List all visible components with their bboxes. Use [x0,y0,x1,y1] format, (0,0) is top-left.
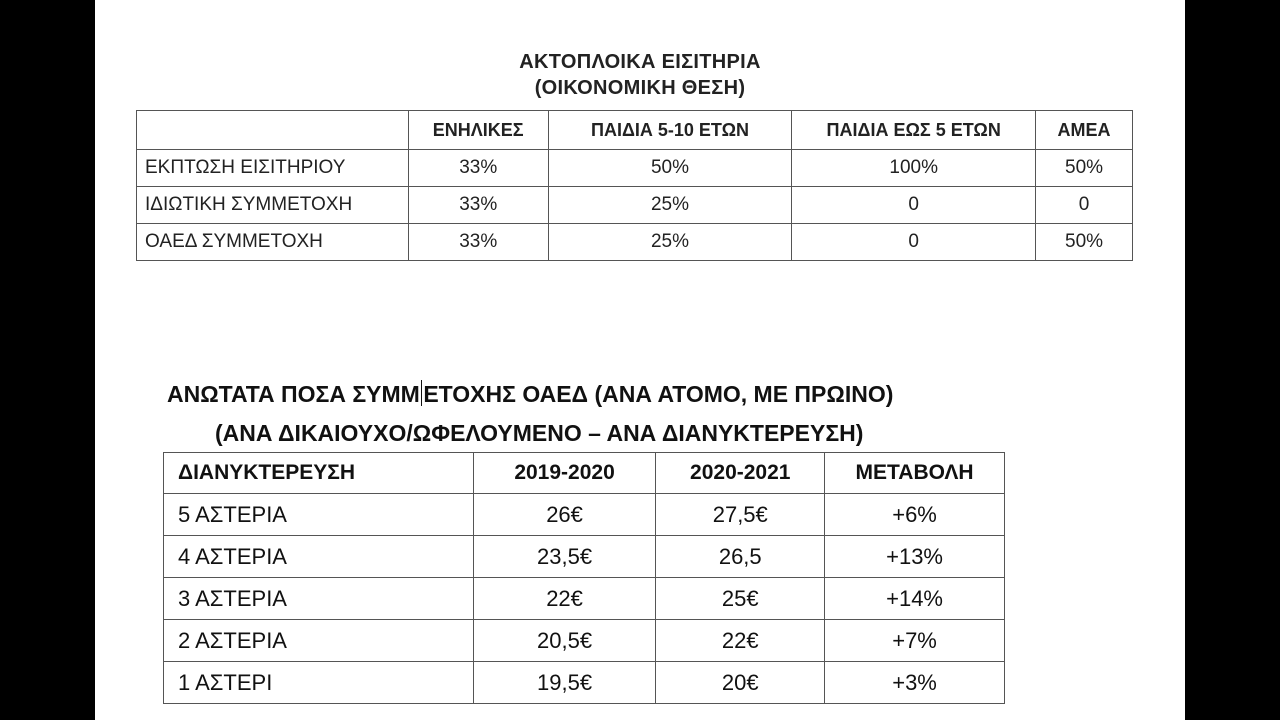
row-label: 4 ΑΣΤΕΡΙΑ [164,536,474,578]
table-cell: 100% [792,150,1036,187]
table-cell: 23,5€ [473,536,656,578]
row-label: 2 ΑΣΤΕΡΙΑ [164,620,474,662]
table-row [137,224,1133,261]
table-row [137,150,1133,187]
hotel-title-part2: ΕΤΟΧΗΣ ΟΑΕΔ (ΑΝΑ ΑΤΟΜΟ, ΜΕ ΠΡΩΙΝΟ) [423,381,894,407]
row-label: 5 ΑΣΤΕΡΙΑ [164,494,474,536]
table-cell: 25€ [656,578,825,620]
hotel-table-title-line2 [215,420,863,447]
table-cell: +6% [825,494,1005,536]
table-cell: 50% [548,150,792,187]
table-cell: +14% [825,578,1005,620]
ferry-col-header: ΠΑΙΔΙΑ ΕΩΣ 5 ΕΤΩΝ [792,111,1036,150]
hotel-rates-table [163,452,1005,704]
hotel-col-header: 2019-2020 [473,453,656,494]
row-label: 1 ΑΣΤΕΡΙ [164,662,474,704]
hotel-header-row [164,453,1005,494]
ferry-col-header: ΕΝΗΛΙΚΕΣ [408,111,548,150]
table-cell: 33% [408,187,548,224]
ferry-title-line1: ΑΚΤΟΠΛΟΙΚΑ ΕΙΣΙΤΗΡΙΑ [519,51,761,73]
table-cell: 0 [792,224,1036,261]
table-cell: 27,5€ [656,494,825,536]
table-cell: +3% [825,662,1005,704]
table-cell: 20€ [656,662,825,704]
table-row [164,494,1005,536]
hotel-col-header: ΜΕΤΑΒΟΛΗ [825,453,1005,494]
table-cell: 26,5 [656,536,825,578]
table-cell: +7% [825,620,1005,662]
table-cell: 25% [548,187,792,224]
ferry-col-header [137,111,409,150]
ferry-tickets-table [136,110,1133,261]
hotel-col-header: ΔΙΑΝΥΚΤΕΡΕΥΣΗ [164,453,474,494]
table-cell: 19,5€ [473,662,656,704]
row-label: 3 ΑΣΤΕΡΙΑ [164,578,474,620]
table-cell: 0 [1036,187,1133,224]
ferry-table-title [95,51,1185,100]
table-row [164,578,1005,620]
table-row [164,662,1005,704]
table-cell: +13% [825,536,1005,578]
table-cell: 22€ [656,620,825,662]
table-row [164,620,1005,662]
table-cell: 20,5€ [473,620,656,662]
ferry-col-header: ΠΑΙΔΙΑ 5-10 ΕΤΩΝ [548,111,792,150]
ferry-header-row [137,111,1133,150]
table-row [164,536,1005,578]
hotel-col-header: 2020-2021 [656,453,825,494]
row-label: ΕΚΠΤΩΣΗ ΕΙΣΙΤΗΡΙΟΥ [137,150,409,187]
table-cell: 26€ [473,494,656,536]
hotel-title-part1: ΑΝΩΤΑΤΑ ΠΟΣΑ ΣΥΜΜ [167,381,420,407]
table-cell: 50% [1036,150,1133,187]
document-page [95,0,1185,720]
hotel-title-line2-text: (ΑΝΑ ΔΙΚΑΙΟΥΧΟ/ΩΦΕΛΟΥΜΕΝΟ – ΑΝΑ ΔΙΑΝΥΚΤΕΡΕΥΣΗ) [215,420,864,446]
ferry-title-line2: (ΟΙΚΟΝΟΜΙΚΗ ΘΕΣΗ) [534,77,746,99]
table-cell: 33% [408,150,548,187]
hotel-table-title-line1 [167,380,893,408]
table-cell: 22€ [473,578,656,620]
table-cell: 50% [1036,224,1133,261]
table-cell: 33% [408,224,548,261]
row-label: ΟΑΕΔ ΣΥΜΜΕΤΟΧΗ [137,224,409,261]
ferry-col-header: ΑΜΕΑ [1036,111,1133,150]
table-row [137,187,1133,224]
table-cell: 25% [548,224,792,261]
row-label: ΙΔΙΩΤΙΚΗ ΣΥΜΜΕΤΟΧΗ [137,187,409,224]
table-cell: 0 [792,187,1036,224]
